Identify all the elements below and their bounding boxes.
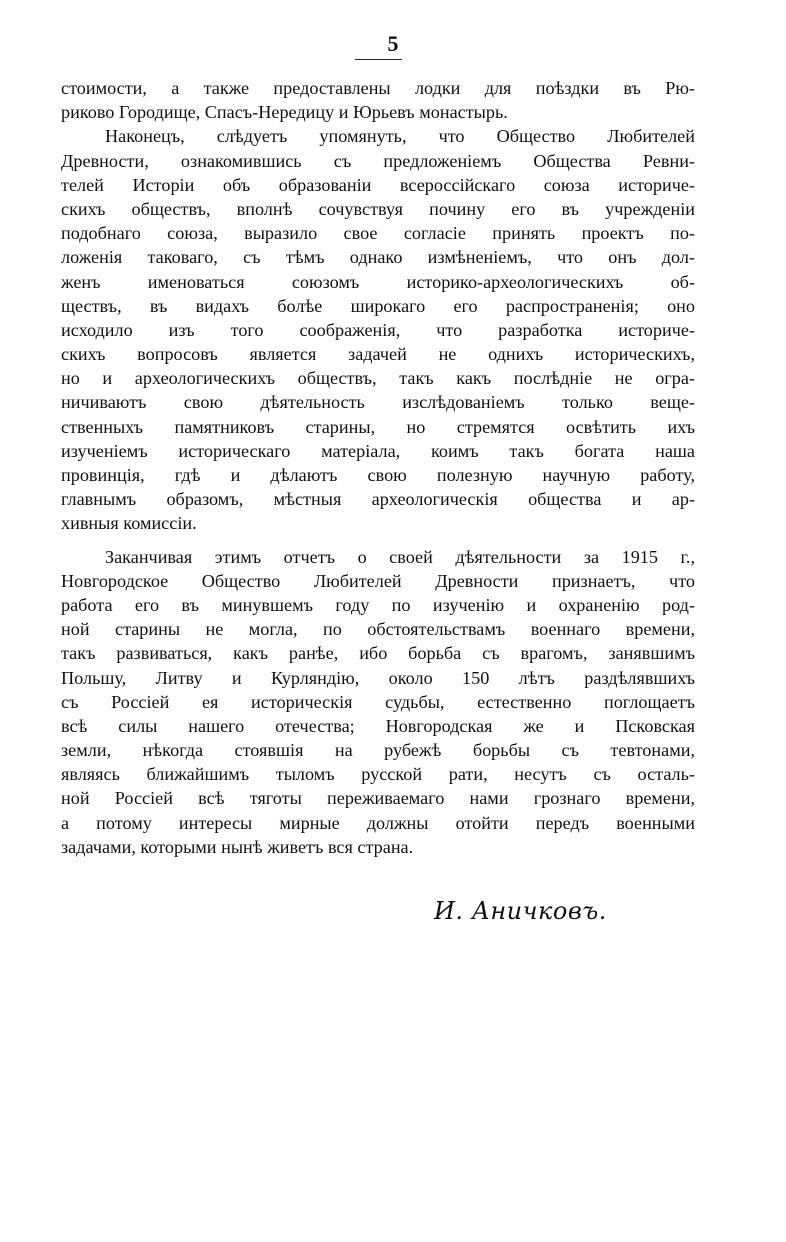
text-line: подобнаго союза, выразило свое согласіе принять проектъ по- [61,223,695,244]
paragraph-1 [61,76,695,124]
text-line: женъ именоваться союзомъ историко-археологическихъ об- [61,271,695,292]
text-line: ществъ, въ видахъ болѣе широкаго его распространенія; оно [61,295,695,316]
text-line: Древности, ознакомившись съ предложеніемъ Общества Ревни- [61,150,695,171]
text-line: ственныхъ памятниковъ старины, но стремятся освѣтить ихъ [61,416,695,437]
text-line: но и археологическихъ обществъ, такъ какъ послѣдніе не огра- [61,368,695,389]
text-line: исходило изъ того соображенія, что разработка историче- [61,319,695,340]
text-line: съ Россіей ея историческія судьбы, естественно поглощаетъ [61,691,695,712]
text-line: ной старины не могла, по обстоятельствамъ военнаго времени, [61,619,695,640]
text-line: провинція, гдѣ и дѣлаютъ свою полезную научную работу, [61,465,695,485]
text-line: Наконецъ, слѣдуетъ упомянуть, что Общество Любителей [105,126,695,147]
paragraph-gap [61,536,695,545]
text-line: скихъ обществъ, вполнѣ сочувствуя почину его въ учрежденіи [61,198,695,219]
page-number: 5 [387,31,399,56]
text-line: ложенія таковаго, съ тѣмъ однако измѣненіемъ, что онъ дол- [61,247,695,268]
page-number-rule [355,59,402,60]
signature: И. Аничковъ. [434,897,607,925]
text-line: риково Городище, Спасъ-Нередицу и Юрьевъ монастырь. [61,102,508,123]
text-line: ной Россіей всѣ тяготы переживаемаго нами грознаго времени, [61,788,695,809]
text-line: являясь ближайшимъ тыломъ русской рати, несутъ съ осталь- [61,764,695,785]
text-line: задачами, которыми нынѣ живетъ вся страна. [61,836,414,857]
text-line: земли, нѣкогда стоявшія на рубежѣ борьбы съ тевтонами, [61,740,695,761]
text-line: стоимости, а также предоставлены лодки для поѣздки въ Рю- [61,78,695,98]
paragraph-3 [61,545,695,859]
paragraph-2 [61,124,695,535]
text-line: работа его въ минувшемъ году по изученію и охраненію род- [61,594,695,615]
text-line: такъ развиваться, какъ ранѣе, ибо борьба съ врагомъ, занявшимъ [61,643,695,664]
text-line: Заканчивая этимъ отчетъ о своей дѣятельности за 1915 г., [105,546,695,567]
text-line: Польшу, Литву и Курляндію, около 150 лѣтъ раздѣлявшихъ [61,667,695,688]
text-line: хивныя комиссіи. [61,513,197,534]
text-line: а потому интересы мирные должны отойти передъ военными [61,812,695,833]
body-text [61,76,695,859]
text-line: скихъ вопросовъ является задачей не однихъ историческихъ, [61,344,695,365]
text-line: телей Исторіи объ образованіи всероссійскаго союза историче- [61,174,695,195]
text-line: ничиваютъ свою дѣятельность изслѣдованіемъ только веще- [61,392,695,413]
text-line: изученіемъ историческаго матеріала, коимъ такъ богата наша [61,440,695,461]
text-line: Новгородское Общество Любителей Древности признаетъ, что [61,570,695,591]
text-line: главнымъ образомъ, мѣстныя археологическія общества и ар- [61,489,695,510]
text-line: всѣ силы нашего отечества; Новгородская же и Псковская [61,715,695,736]
